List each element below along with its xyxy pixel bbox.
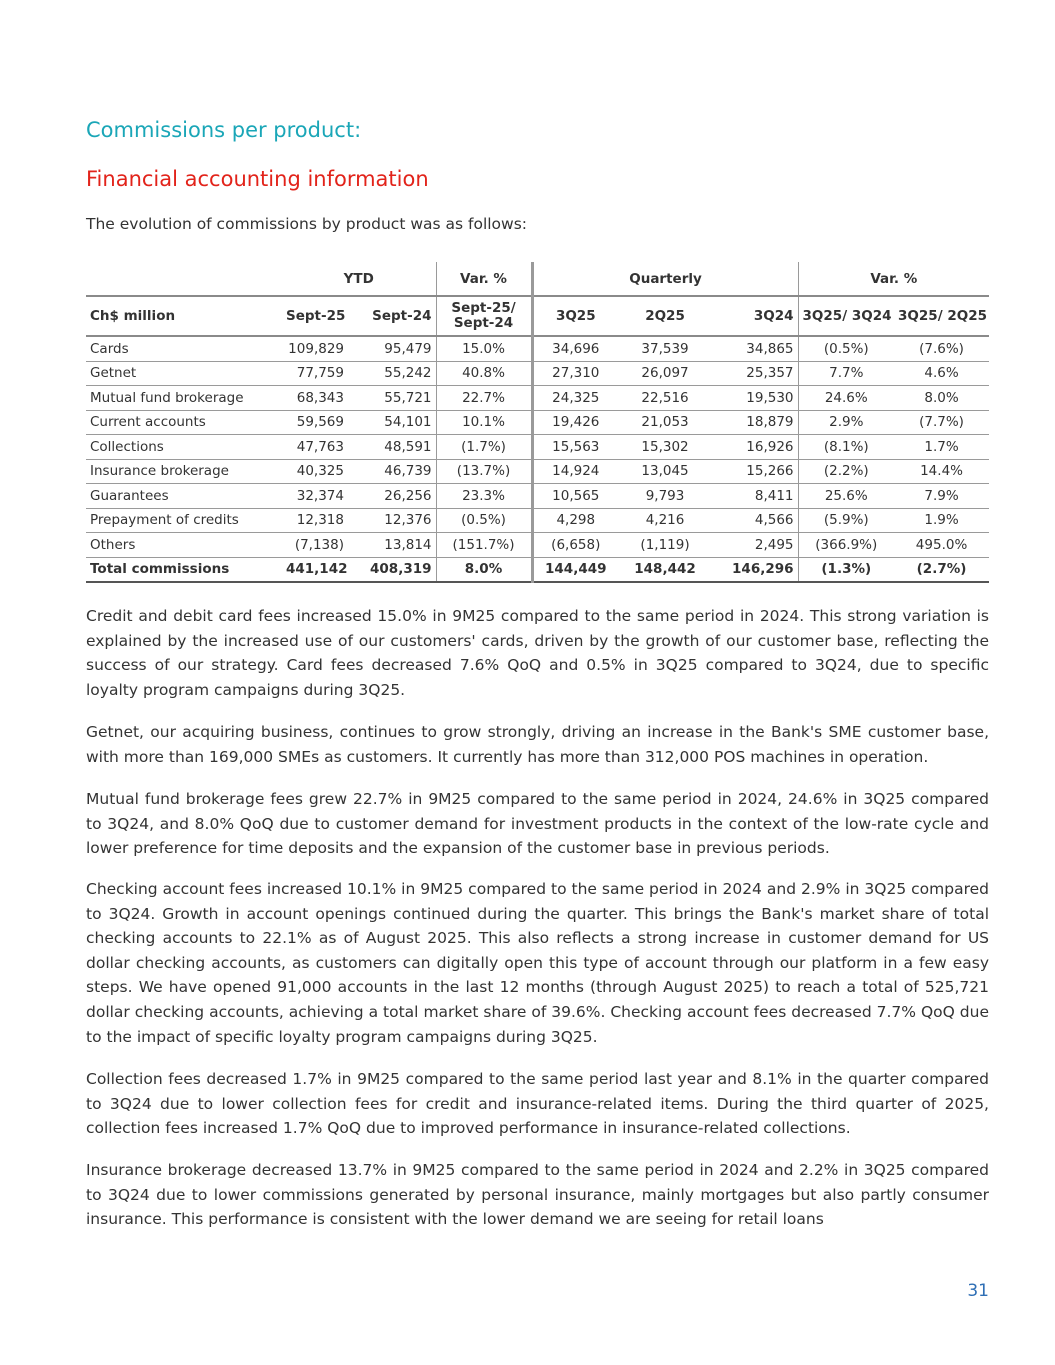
col-sept25: Sept-25 — [282, 296, 348, 336]
col-var-ytd-line2: Sept-24 — [453, 315, 514, 331]
cell-label: Getnet — [86, 361, 282, 386]
cell-sept24: 55,721 — [348, 386, 436, 411]
cell-var-ytd: (0.5%) — [436, 508, 532, 533]
cell-3q25: 14,924 — [532, 459, 618, 484]
cell-var-qoq: (7.6%) — [894, 336, 989, 361]
col-var-ytd — [436, 296, 532, 336]
intro-text: The evolution of commissions by product was as follows: — [86, 215, 528, 233]
cell-3q25: 34,696 — [532, 336, 618, 361]
cell-var-yoy: 2.9% — [798, 410, 894, 435]
cell-sept24: 13,814 — [348, 533, 436, 558]
cell-sept24: 26,256 — [348, 484, 436, 509]
paragraph-getnet: Getnet, our acquiring business, continues to grow strongly, driving an increase in the Bank's SME customer base, with more than 169,000 SMEs as customers. It currently has more than 312,000 POS machines in operation. — [86, 723, 989, 766]
cell-var-ytd: 10.1% — [436, 410, 532, 435]
cell-sept24: 48,591 — [348, 435, 436, 460]
cell-var-qoq: (7.7%) — [894, 410, 989, 435]
cell-label: Others — [86, 533, 282, 558]
cell-var-qoq: (2.7%) — [894, 557, 989, 582]
cell-var-yoy: (5.9%) — [798, 508, 894, 533]
cell-var-yoy: 24.6% — [798, 386, 894, 411]
commissions-table — [86, 262, 989, 583]
cell-sept25: 32,374 — [282, 484, 348, 509]
cell-var-yoy: (1.3%) — [798, 557, 894, 582]
cell-3q24: 146,296 — [712, 557, 798, 582]
cell-3q24: 19,530 — [712, 386, 798, 411]
cell-3q24: 16,926 — [712, 435, 798, 460]
cell-3q24: 2,495 — [712, 533, 798, 558]
cell-sept24: 95,479 — [348, 336, 436, 361]
paragraph-mutual-funds: Mutual fund brokerage fees grew 22.7% in 9M25 compared to the same period in 2024, 24.6% in 3Q25 compared to 3Q24, and 8.0% QoQ due to customer demand for investment products in the context of the low-rate cycle and lower preference for time deposits and the expansion of the customer base in previous periods. — [86, 790, 989, 858]
col-3q24: 3Q24 — [712, 296, 798, 336]
group-header-row — [86, 262, 989, 296]
cell-3q25: 24,325 — [532, 386, 618, 411]
cell-2q25: 26,097 — [618, 361, 712, 386]
col-var-ytd-line1: Sept-25/ — [451, 300, 516, 316]
cell-2q25: 148,442 — [618, 557, 712, 582]
group-ytd: YTD — [282, 262, 436, 296]
table-row — [86, 533, 989, 558]
cell-2q25: 9,793 — [618, 484, 712, 509]
cell-sept25: 109,829 — [282, 336, 348, 361]
col-var-qoq: 3Q25/ 2Q25 — [894, 296, 989, 336]
cell-var-qoq: 1.7% — [894, 435, 989, 460]
table-row — [86, 484, 989, 509]
col-3q25: 3Q25 — [532, 296, 618, 336]
cell-3q24: 4,566 — [712, 508, 798, 533]
cell-3q25: 4,298 — [532, 508, 618, 533]
cell-label: Prepayment of credits — [86, 508, 282, 533]
group-quarterly: Quarterly — [532, 262, 798, 296]
col-sept24: Sept-24 — [348, 296, 436, 336]
table-total-row — [86, 557, 989, 582]
table-row — [86, 361, 989, 386]
page-number: 31 — [967, 1281, 989, 1301]
cell-3q24: 15,266 — [712, 459, 798, 484]
col-label: Ch$ million — [86, 296, 282, 336]
cell-2q25: (1,119) — [618, 533, 712, 558]
cell-var-ytd: 15.0% — [436, 336, 532, 361]
cell-3q25: 19,426 — [532, 410, 618, 435]
paragraph-insurance: Insurance brokerage decreased 13.7% in 9M25 compared to the same period in 2024 and 2.2% in 3Q25 compared to 3Q24 due to lower commissions generated by personal insurance, mainly mortgages but also partly consumer insurance. This performance is consistent with the lower demand we are seeing for retail loans — [86, 1161, 989, 1229]
cell-var-ytd: (1.7%) — [436, 435, 532, 460]
group-var-ytd: Var. % — [436, 262, 532, 296]
cell-2q25: 13,045 — [618, 459, 712, 484]
cell-3q25: 27,310 — [532, 361, 618, 386]
cell-var-yoy: (366.9%) — [798, 533, 894, 558]
cell-label: Total commissions — [86, 557, 282, 582]
cell-sept24: 12,376 — [348, 508, 436, 533]
cell-var-yoy: (2.2%) — [798, 459, 894, 484]
cell-var-ytd: 23.3% — [436, 484, 532, 509]
cell-var-ytd: (13.7%) — [436, 459, 532, 484]
paragraph-collections: Collection fees decreased 1.7% in 9M25 compared to the same period last year and 8.1% in the quarter compared to 3Q24 due to lower collection fees for credit and insurance-related items. During the third quarter of 2025, collection fees increased 1.7% QoQ due to improved performance in insurance-related collections. — [86, 1070, 989, 1138]
cell-sept25: 59,569 — [282, 410, 348, 435]
table-row — [86, 336, 989, 361]
table-row — [86, 410, 989, 435]
cell-sept24: 55,242 — [348, 361, 436, 386]
cell-3q25: 15,563 — [532, 435, 618, 460]
paragraph-checking: Checking account fees increased 10.1% in 9M25 compared to the same period in 2024 and 2.9% in 3Q25 compared to 3Q24. Growth in account openings continued during the quarter. This brings the Bank's market share of total checking accounts to 22.1% as of August 2025. This also reflects a strong increase in customer demand for US dollar checking accounts, as customers can digitally open this type of account through our platform in a few easy steps. We have opened 91,000 accounts in the last 12 months (through August 2025) to reach a total of 525,721 dollar checking accounts, achieving a total market share of 39.6%. Checking account fees decreased 7.7% QoQ due to the impact of specific loyalty program campaigns during 3Q25. — [86, 880, 989, 1046]
cell-sept24: 408,319 — [348, 557, 436, 582]
cell-var-qoq: 1.9% — [894, 508, 989, 533]
cell-3q25: 144,449 — [532, 557, 618, 582]
cell-2q25: 37,539 — [618, 336, 712, 361]
cell-3q24: 8,411 — [712, 484, 798, 509]
cell-var-ytd: (151.7%) — [436, 533, 532, 558]
table-row — [86, 508, 989, 533]
cell-3q24: 25,357 — [712, 361, 798, 386]
cell-var-yoy: 7.7% — [798, 361, 894, 386]
cell-label: Guarantees — [86, 484, 282, 509]
cell-var-yoy: (8.1%) — [798, 435, 894, 460]
cell-var-qoq: 495.0% — [894, 533, 989, 558]
cell-var-ytd: 8.0% — [436, 557, 532, 582]
cell-sept24: 46,739 — [348, 459, 436, 484]
cell-sept25: 68,343 — [282, 386, 348, 411]
subsection-title: Financial accounting information — [86, 167, 429, 191]
cell-var-qoq: 8.0% — [894, 386, 989, 411]
cell-sept25: 441,142 — [282, 557, 348, 582]
cell-sept25: (7,138) — [282, 533, 348, 558]
cell-var-qoq: 14.4% — [894, 459, 989, 484]
cell-var-yoy: (0.5%) — [798, 336, 894, 361]
cell-var-qoq: 7.9% — [894, 484, 989, 509]
table-row — [86, 459, 989, 484]
col-var-yoy: 3Q25/ 3Q24 — [798, 296, 894, 336]
cell-var-qoq: 4.6% — [894, 361, 989, 386]
cell-3q24: 34,865 — [712, 336, 798, 361]
cell-sept25: 47,763 — [282, 435, 348, 460]
group-var-quarterly: Var. % — [798, 262, 989, 296]
column-header-row — [86, 296, 989, 336]
cell-label: Current accounts — [86, 410, 282, 435]
cell-sept25: 12,318 — [282, 508, 348, 533]
cell-2q25: 22,516 — [618, 386, 712, 411]
cell-var-yoy: 25.6% — [798, 484, 894, 509]
cell-sept25: 77,759 — [282, 361, 348, 386]
section-title: Commissions per product: — [86, 118, 362, 142]
paragraph-cards: Credit and debit card fees increased 15.0% in 9M25 compared to the same period in 2024. This strong variation is explained by the increased use of our customers' cards, driven by the growth of our customer base, reflecting the success of our strategy. Card fees decreased 7.6% QoQ and 0.5% in 3Q25 compared to 3Q24, due to specific loyalty program campaigns during 3Q25. — [86, 607, 989, 699]
cell-2q25: 4,216 — [618, 508, 712, 533]
cell-var-ytd: 40.8% — [436, 361, 532, 386]
cell-label: Mutual fund brokerage — [86, 386, 282, 411]
cell-2q25: 15,302 — [618, 435, 712, 460]
cell-sept25: 40,325 — [282, 459, 348, 484]
table-row — [86, 386, 989, 411]
cell-label: Collections — [86, 435, 282, 460]
cell-3q25: 10,565 — [532, 484, 618, 509]
cell-3q24: 18,879 — [712, 410, 798, 435]
cell-2q25: 21,053 — [618, 410, 712, 435]
table-row — [86, 435, 989, 460]
cell-label: Cards — [86, 336, 282, 361]
table-body — [86, 336, 989, 582]
cell-sept24: 54,101 — [348, 410, 436, 435]
col-2q25: 2Q25 — [618, 296, 712, 336]
cell-3q25: (6,658) — [532, 533, 618, 558]
cell-var-ytd: 22.7% — [436, 386, 532, 411]
cell-label: Insurance brokerage — [86, 459, 282, 484]
